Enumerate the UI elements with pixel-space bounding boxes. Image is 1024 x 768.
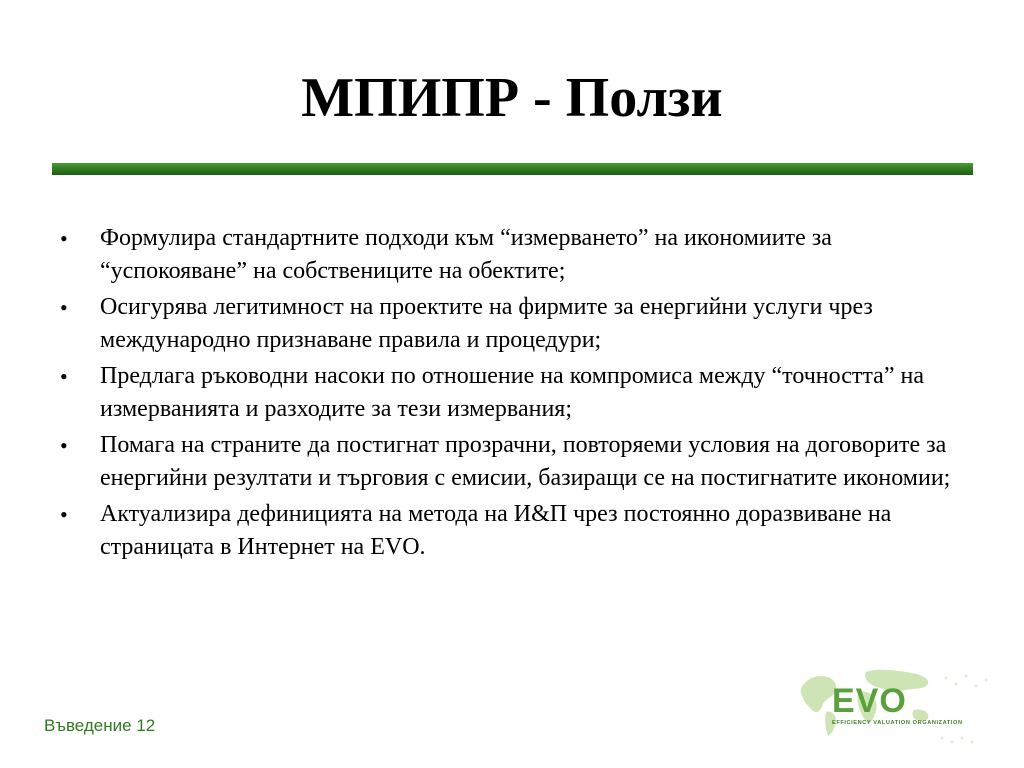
bullet-marker: • bbox=[60, 433, 68, 458]
logo-wordmark: EVO bbox=[832, 682, 907, 720]
bullet-marker: • bbox=[60, 226, 68, 251]
bullet-text: Помага на страните да постигнат прозрачни, повторяеми условия на договорите за енергийни резултати и търговия с емисии, базиращи се на постигнатите икономии; bbox=[100, 432, 951, 491]
bullet-item bbox=[60, 498, 970, 564]
bullet-marker: • bbox=[60, 295, 68, 320]
bullet-text: Предлага ръководни насоки по отношение на компромиса между “точността” на измерванията и разходите за тези измервания; bbox=[100, 363, 924, 422]
logo-tagline: EFFICIENCY VALUATION ORGANIZATION bbox=[832, 720, 963, 726]
bullet-marker: • bbox=[60, 364, 68, 389]
slide-title: МПИПР - Ползи bbox=[301, 67, 723, 129]
bullet-text: Формулира стандартните подходи към “измерването” на икономиите за “успокояване” на собствениците на обектите; bbox=[100, 225, 832, 284]
bullet-item bbox=[60, 429, 970, 495]
evo-logo-graphic bbox=[796, 664, 996, 748]
bullet-text: Осигурява легитимност на проектите на фирмите за енергийни услуги чрез международно признаване правила и процедури; bbox=[100, 294, 873, 353]
bullet-text: Актуализира дефиницията на метода на И&П чрез постоянно доразвиване на страницата в Интернет на EVO. bbox=[100, 501, 892, 560]
bullet-item bbox=[60, 291, 970, 357]
title-divider bbox=[52, 163, 973, 175]
footer-section-label: Въведение 12 bbox=[44, 716, 156, 735]
bullet-marker: • bbox=[60, 502, 68, 527]
bullet-list bbox=[60, 222, 970, 567]
bullet-item bbox=[60, 360, 970, 426]
bullet-item bbox=[60, 222, 970, 288]
evo-logo bbox=[796, 664, 996, 748]
